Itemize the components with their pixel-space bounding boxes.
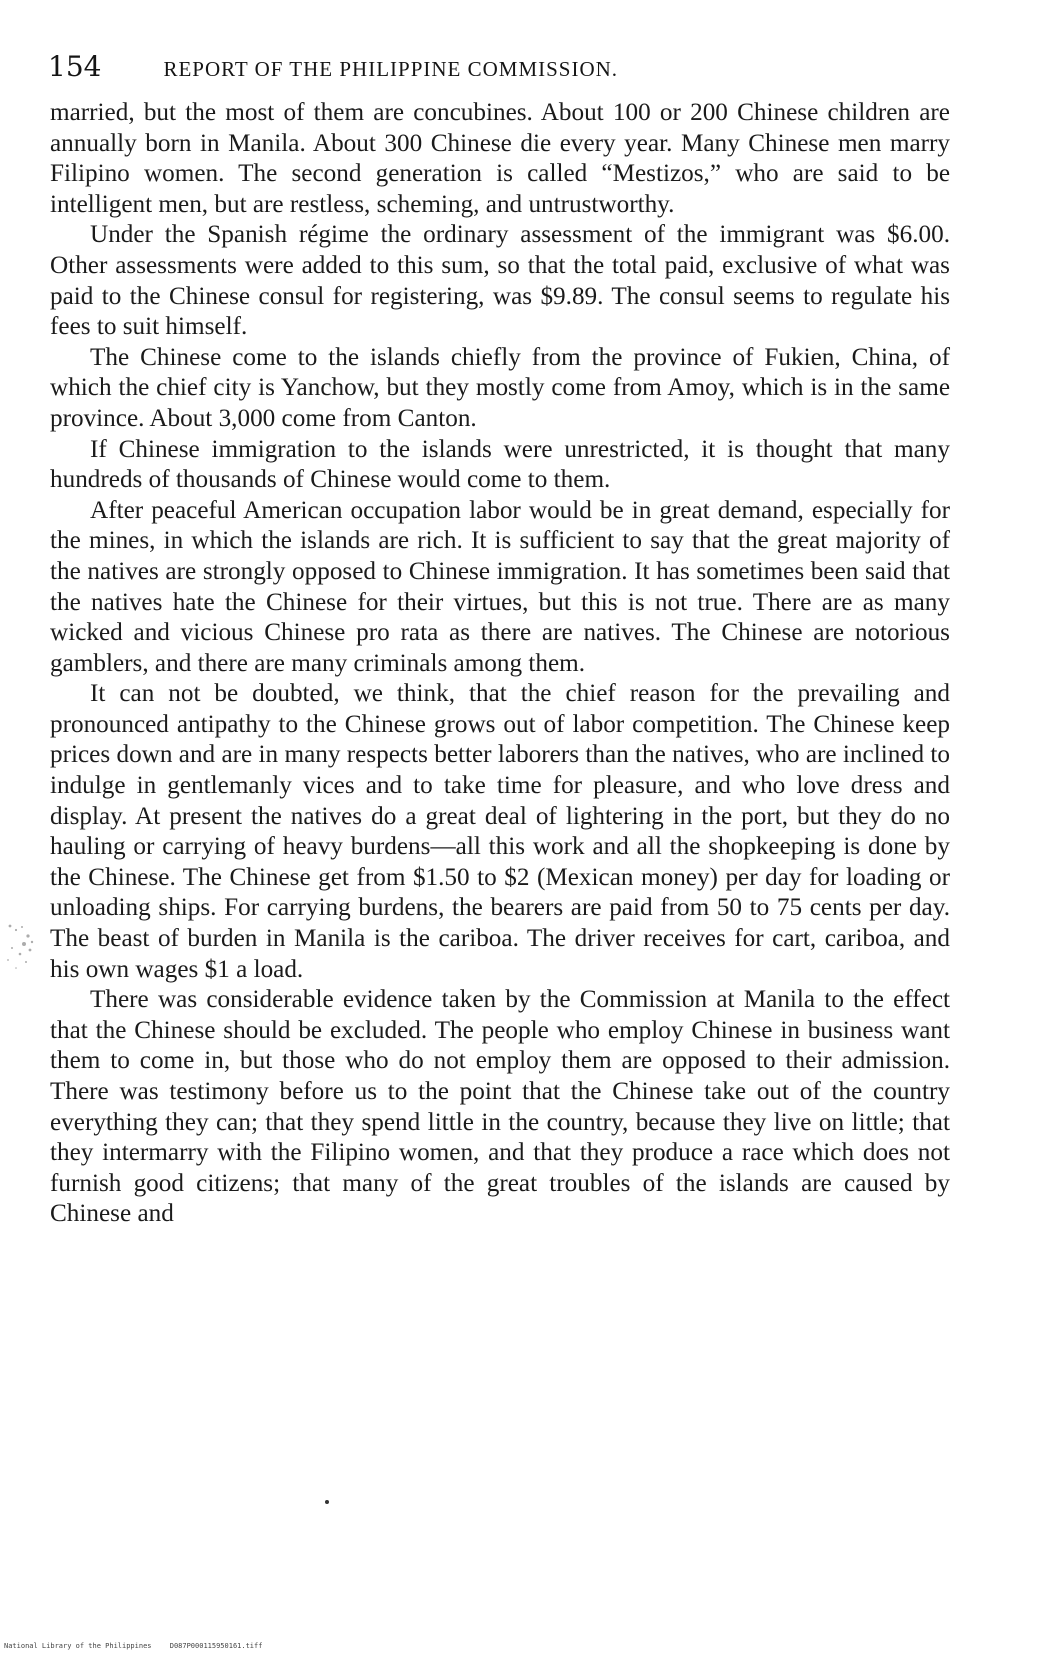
- paragraph-2: Under the Spanish régime the ordinary assessment of the immigrant was $6.00. Other assessments were added to this sum, so that the total paid, exclusive of what was paid to the Chinese consul for registering, was $9.89. The consul seems to regulate his fees to suit himself.: [50, 221, 950, 341]
- paragraph-1: married, but the most of them are concubines. About 100 or 200 Chinese children are annually born in Manila. About 300 Chinese die every year. Many Chinese men marry Filipino women. The second generation is called “Mestizos,” who are said to be intelligent men, but are restless, scheming, and untrustworthy.: [50, 99, 950, 218]
- paragraph-7: There was considerable evidence taken by the Commission at Manila to the effect that the Chinese should be excluded. The people who employ Chinese in business want them to come in, but those who do not employ them are opposed to their admission. There was testimony before us to the point that the Chinese take out of the country everything they can; that they spend little in the country, because they live on little; that they intermarry with the Filipino women, and that they produce a race which does not furnish good citizens; that many of the great troubles of the islands are caused by Chinese and: [50, 986, 950, 1228]
- page-number: 154: [48, 50, 102, 83]
- body-text: [50, 98, 950, 1230]
- margin-smudge: [2, 918, 38, 974]
- running-title: REPORT OF THE PHILIPPINE COMMISSION.: [163, 57, 619, 81]
- paragraph-3: The Chinese come to the islands chiefly from the province of Fukien, China, of which the chief city is Yanchow, but they mostly come from Amoy, which is in the same province. About 3,000 come from Canton.: [50, 343, 950, 432]
- footer-library: National Library of the Philippines: [4, 1642, 152, 1650]
- paragraph-6: It can not be doubted, we think, that the chief reason for the prevailing and pronounced antipathy to the Chinese grows out of labor competition. The Chinese keep prices down and are in many respects better laborers than the natives, who are inclined to indulge in gentlemanly vices and to take time for pleasure, and who love dress and display. At present the natives do a great deal of lightering in the port, but they do no hauling or carrying of heavy burdens—all this work and all the shopkeeping is done by the Chinese. The Chinese get from $1.50 to $2 (Mexican money) per day for loading or unloading ships. For carrying burdens, the bearers are paid from 50 to 75 cents per day. The beast of burden in Manila is the cariboa. The driver receives for cart, cariboa, and his own wages $1 a load.: [50, 680, 950, 983]
- paragraph-4: If Chinese immigration to the islands were unrestricted, it is thought that many hundreds of thousands of Chinese would come to them.: [50, 435, 950, 494]
- page-header: [48, 50, 928, 83]
- scan-footer: [4, 1642, 604, 1650]
- stray-mark: [325, 1500, 329, 1504]
- paragraph-5: After peaceful American occupation labor would be in great demand, especially for the mines, in which the islands are rich. It is sufficient to say that the great majority of the natives are strongly opposed to Chinese immigration. It has sometimes been said that the natives hate the Chinese for their virtues, but this is not true. There are as many wicked and vicious Chinese pro rata as there are natives. The Chinese are notorious gamblers, and there are many criminals among them.: [50, 496, 950, 677]
- footer-file: D087P000115950161.tiff: [169, 1642, 263, 1650]
